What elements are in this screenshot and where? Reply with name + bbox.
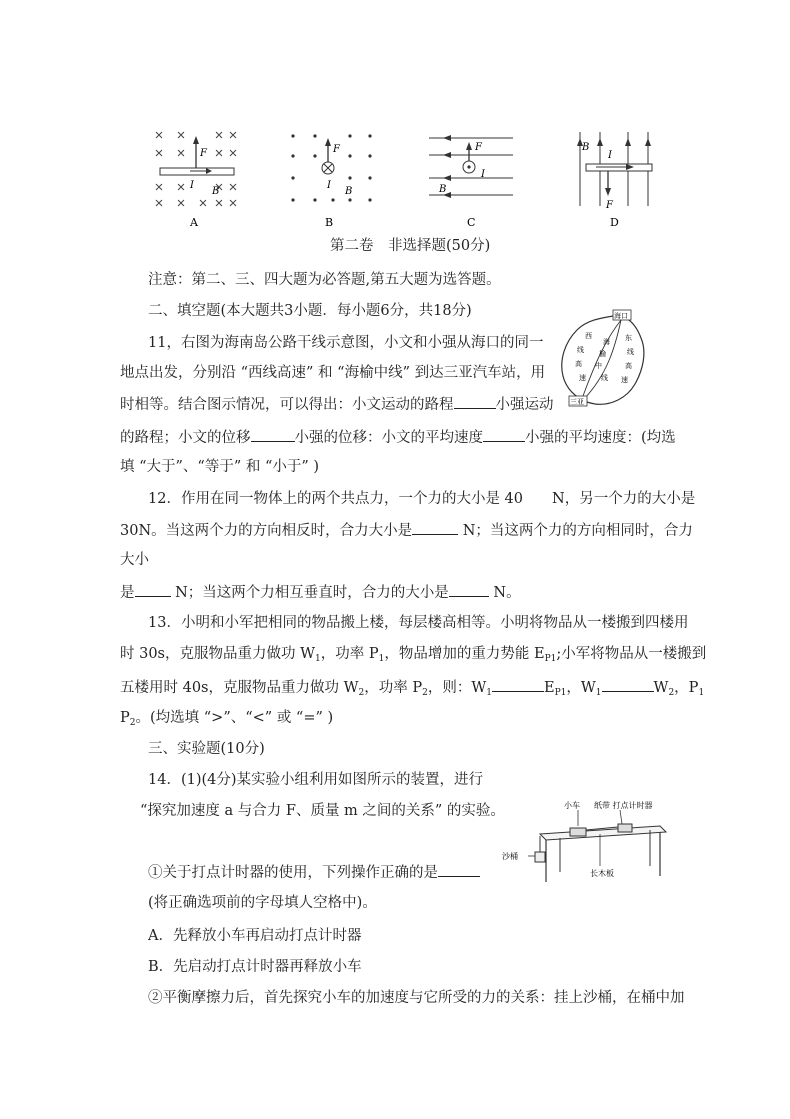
q12-line3: 大小: [120, 552, 149, 568]
map-haikou: 海口: [614, 312, 628, 320]
map-west-3: 高: [575, 360, 582, 368]
map-west-4: 速: [579, 374, 586, 382]
q11-line3: 时相等。结合图示情况，可以得出：小文运动的路程 小强运动: [120, 394, 554, 415]
map-east-1: 东: [625, 334, 632, 342]
figure-a-b: B: [212, 186, 220, 197]
map-middle-3: 中: [595, 362, 602, 370]
q14-line2: “探究加速度 a 与合力 F、质量 m 之间的关系” 的实验。: [140, 803, 505, 819]
q12-line2: 30N。当这两个力的方向相反时，合力大小是 N；当这两个力的方向相同时，合力: [120, 520, 693, 541]
figure-a-f: F: [200, 148, 207, 159]
apparatus-timer-label: 纸带 打点计时器: [594, 801, 653, 810]
map-middle-1: 海: [603, 338, 610, 346]
apparatus-bucket-label: 沙桶: [502, 852, 518, 861]
map-sanya: 三亚: [570, 398, 584, 406]
q11-line2: 地点出发，分别沿 “西线高速” 和 “海榆中线” 到达三亚汽车站，用: [120, 365, 546, 381]
figure-b-f: F: [333, 144, 340, 155]
figure-c-f: F: [475, 142, 482, 153]
figure-b-i: I: [327, 180, 331, 191]
apparatus-board-label: 长木板: [590, 869, 614, 878]
q11-blank-1[interactable]: [454, 394, 496, 409]
hainan-map: [555, 308, 655, 412]
map-middle-2: 榆: [599, 350, 606, 358]
figure-b: [285, 128, 375, 232]
apparatus-cart-label: 小车: [564, 801, 580, 810]
map-west-2: 线: [577, 346, 584, 354]
map-east-4: 速: [621, 376, 628, 384]
figure-c-i: I: [481, 169, 485, 180]
figure-a-label: A: [190, 216, 198, 229]
q13-line1: 13．小明和小军把相同的物品搬上楼，每层楼高相等。小明将物品从一楼搬到四楼用: [148, 615, 689, 631]
q11-blank-2[interactable]: [251, 427, 295, 442]
figure-d-f: F: [606, 200, 613, 211]
q11-line1: 11，右图为海南岛公路干线示意图，小文和小强从海口的同一: [148, 335, 544, 351]
figure-d-i: I: [608, 150, 612, 161]
q12-line4: 是 N；当这两个力相互垂直时，合力的大小是 N。: [120, 582, 521, 603]
q14-line1: 14．(1)(4分)某实验小组利用如图所示的装置，进行: [148, 772, 484, 788]
section-title: 第二卷 非选择题(50分): [330, 238, 491, 254]
q14-line3: ①关于打点计时器的使用，下列操作正确的是: [148, 862, 480, 883]
q14-line4: (将正确选项前的字母填人空格中)。: [148, 895, 377, 911]
figure-d: [570, 128, 660, 232]
part2-heading: 二、填空题(本大题共3小题．每小题6分，共18分): [148, 303, 472, 319]
q11-blank-3[interactable]: [483, 427, 525, 442]
figure-b-label: B: [325, 216, 334, 229]
q14-option-a: A．先释放小车再启动打点计时器: [148, 928, 362, 944]
part3-heading: 三、实验题(10分): [148, 741, 265, 757]
q13-blank-2[interactable]: [602, 677, 654, 692]
q13-line2: 时 30s，克服物品重力做功 $W_1$，功率 $P_1$，物品增加的重力势能 $E_{P1}$;小军将物品从一楼搬到: [120, 646, 707, 664]
q14-line5: ②平衡摩擦力后，首先探究小车的加速度与它所受的力的关系：挂上沙桶，在桶中加: [148, 990, 685, 1006]
figure-d-label: D: [610, 216, 619, 229]
q14-blank-1[interactable]: [438, 862, 480, 877]
figure-c-b: B: [439, 184, 447, 195]
q12-line1: 12．作用在同一物体上的两个共点力，一个力的大小是 40 N，另一个力的大小是: [148, 491, 696, 507]
figure-d-b: B: [582, 142, 590, 153]
map-west-1: 西: [585, 332, 592, 340]
q11-line4: 的路程；小文的位移 小强的位移：小文的平均速度 小强的平均速度：(均选: [120, 427, 676, 448]
apparatus-figure: [500, 796, 670, 886]
figure-b-b: B: [345, 186, 353, 197]
figure-c: [425, 128, 517, 232]
q12-blank-3[interactable]: [449, 582, 489, 597]
figure-a: [150, 128, 240, 232]
map-middle-4: 线: [601, 374, 608, 382]
q13-blank-1[interactable]: [492, 677, 544, 692]
q13-line4: $P_2$。(均选填 “>”、“<” 或 “=” ): [120, 710, 334, 728]
figure-c-label: C: [467, 216, 476, 229]
q12-blank-1[interactable]: [412, 520, 458, 535]
map-east-3: 高: [625, 362, 632, 370]
map-east-2: 线: [627, 348, 634, 356]
note-text: 注意：第二、三、四大题为必答题,第五大题为选答题。: [148, 272, 501, 288]
q11-line5: 填 “大于”、“等于” 和 “小于” ): [120, 459, 320, 475]
q14-option-b: B．先启动打点计时器再释放小车: [148, 959, 362, 975]
q12-blank-2[interactable]: [135, 582, 171, 597]
q13-line3: 五楼用时 40s，克服物品重力做功 $W_2$，功率 $P_2$，则：$W_1$ $E_{P1}$，$W_1$ $W_2$，$P_1$: [120, 677, 704, 703]
figure-a-i: I: [190, 180, 194, 191]
